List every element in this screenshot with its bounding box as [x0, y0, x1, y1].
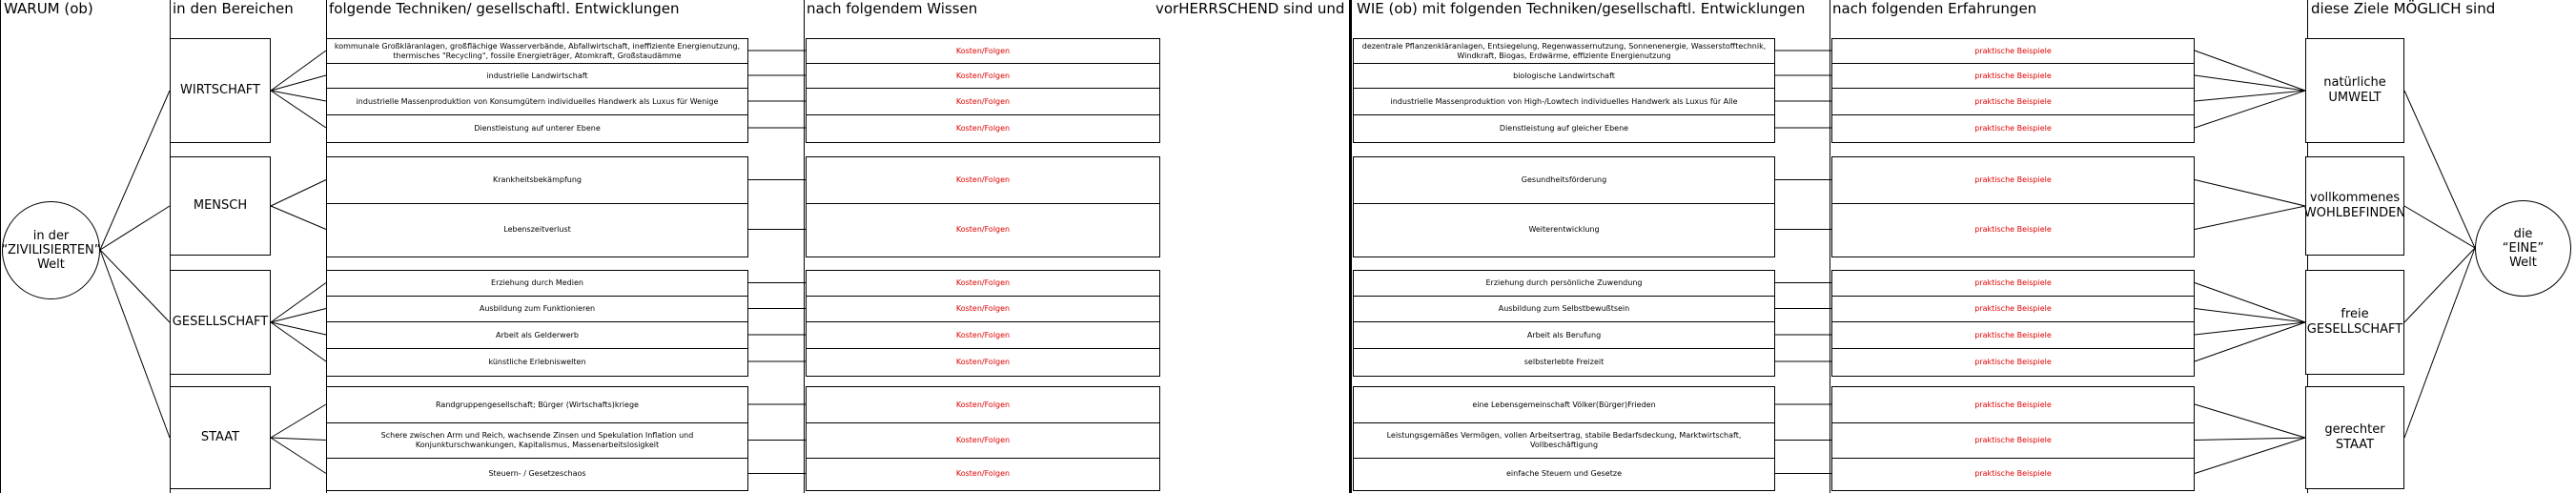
technique-item: Schere zwischen Arm und Reich, wachsende Zinsen und Spekulation Inflation und Konjunkturschwankungen, Kapitalismus, Massenarbeitslosigkeit — [326, 422, 748, 460]
header-wissen: nach folgendem Wissen — [807, 0, 978, 17]
origin-connector — [100, 250, 170, 322]
category-connector — [271, 51, 326, 91]
category-connector — [271, 438, 326, 474]
category-connector — [271, 309, 326, 323]
technique-item: Arbeit als Gelderwerb — [326, 321, 748, 350]
goal-connector — [2195, 309, 2305, 323]
knowledge-item: Kosten/Folgen — [806, 203, 1160, 257]
technique-item: dezentrale Pflanzenkläranlagen, Entsiegelung, Regenwassernutzung, Sonnenenergie, Wasserstofftechnik, Windkraft, Biogas, Erdwärme, effiziente Energienutzung — [1353, 38, 1775, 65]
experience-item: praktische Beispiele — [1831, 156, 2195, 205]
header-erfahrungen: nach folgenden Erfahrungen — [1832, 0, 2037, 17]
origin-line-2: “ZIVILISIERTEN” — [1, 243, 101, 257]
goal-connector — [2195, 180, 2305, 207]
experience-item: praktische Beispiele — [1831, 422, 2195, 460]
technique-item: einfache Steuern und Gesetze — [1353, 458, 1775, 491]
goal-connector — [2195, 283, 2305, 323]
target-line-1: die — [2513, 227, 2533, 241]
technique-item: kommunale Großkläranlagen, großflächige Wasserverbände, Abfallwirtschaft, ineffiziente Energienutzung, thermisches "Recycling", fossile Energieträger, Atomkraft, Großstaudämme — [326, 38, 748, 65]
goal-line-1: vollkommenes — [2309, 191, 2401, 205]
target-connector — [2404, 206, 2475, 248]
header-warum: WARUM (ob) — [4, 0, 93, 17]
technique-item: eine Lebensgemeinschaft Völker(Bürger)Frieden — [1353, 386, 1775, 424]
target-connector — [2404, 91, 2475, 248]
category-connector — [271, 206, 326, 230]
category-connector — [271, 283, 326, 323]
origin-connector — [100, 91, 170, 250]
knowledge-item: Kosten/Folgen — [806, 458, 1160, 491]
goal-wohlbefinden — [2305, 156, 2404, 256]
technique-item: Erziehung durch persönliche Zuwendung — [1353, 270, 1775, 298]
target-line-2: “EINE” — [2502, 241, 2545, 256]
technique-item: Weiterentwicklung — [1353, 203, 1775, 257]
knowledge-item: Kosten/Folgen — [806, 63, 1160, 90]
category-wirtschaft: WIRTSCHAFT — [170, 38, 271, 143]
target-line-3: Welt — [2509, 256, 2537, 270]
header-techniken-left: folgende Techniken/ gesellschaftl. Entwicklungen — [329, 0, 680, 17]
technique-item: Dienstleistung auf unterer Ebene — [326, 114, 748, 143]
knowledge-item: Kosten/Folgen — [806, 321, 1160, 350]
category-connector — [271, 75, 326, 91]
technique-item: biologische Landwirtschaft — [1353, 63, 1775, 90]
knowledge-item: Kosten/Folgen — [806, 156, 1160, 205]
technique-item: Krankheitsbekämpfung — [326, 156, 748, 205]
technique-item: selbsterlebte Freizeit — [1353, 348, 1775, 377]
goal-line-1: freie — [2341, 307, 2369, 321]
experience-item: praktische Beispiele — [1831, 321, 2195, 350]
technique-item: Lebenszeitverlust — [326, 203, 748, 257]
target-circle — [2475, 200, 2571, 297]
technique-item: industrielle Landwirtschaft — [326, 63, 748, 90]
header-wie: WIE (ob) mit folgenden Techniken/gesellschaftl. Entwicklungen — [1357, 0, 1806, 17]
header-bereiche: in den Bereichen — [173, 0, 294, 17]
experience-item: praktische Beispiele — [1831, 203, 2195, 257]
header-vorherrschend: vorHERRSCHEND sind und — [1155, 0, 1345, 17]
experience-item: praktische Beispiele — [1831, 270, 2195, 298]
goal-umwelt — [2305, 38, 2404, 143]
category-staat: STAAT — [170, 386, 271, 489]
knowledge-item: Kosten/Folgen — [806, 348, 1160, 377]
goal-connector — [2195, 51, 2305, 91]
header-ziele: diese Ziele MÖGLICH sind — [2311, 0, 2496, 17]
center-divider — [1349, 0, 1352, 493]
experience-item: praktische Beispiele — [1831, 88, 2195, 116]
goal-line-2: GESELLSCHAFT — [2306, 322, 2403, 337]
experience-item: praktische Beispiele — [1831, 63, 2195, 90]
column-divider — [804, 0, 805, 493]
experience-item: praktische Beispiele — [1831, 386, 2195, 424]
technique-item: Ausbildung zum Funktionieren — [326, 296, 748, 323]
goal-connector — [2195, 206, 2305, 230]
knowledge-item: Kosten/Folgen — [806, 270, 1160, 298]
technique-item: Leistungsgemäßes Vermögen, vollen Arbeitsertrag, stabile Bedarfsdeckung, Marktwirtschaft, Vollbeschäftigung — [1353, 422, 1775, 460]
goal-connector — [2195, 438, 2305, 474]
goal-line-2: WOHLBEFINDEN — [2303, 206, 2406, 220]
category-gesellschaft: GESELLSCHAFT — [170, 270, 271, 375]
goal-staat — [2305, 386, 2404, 489]
technique-item: Ausbildung zum Selbstbewußtsein — [1353, 296, 1775, 323]
goal-line-1: gerechter — [2324, 422, 2385, 437]
origin-line-3: Welt — [37, 257, 65, 272]
technique-item: Randgruppengesellschaft; Bürger (Wirtschafts)kriege — [326, 386, 748, 424]
goal-line-1: natürliche — [2323, 75, 2386, 90]
goal-connector — [2195, 404, 2305, 438]
target-connector — [2404, 248, 2475, 322]
goal-connector — [2195, 75, 2305, 91]
technique-item: Arbeit als Berufung — [1353, 321, 1775, 350]
knowledge-item: Kosten/Folgen — [806, 296, 1160, 323]
technique-item: industrielle Massenproduktion von High-/Lowtech individuelles Handwerk als Luxus für Alle — [1353, 88, 1775, 116]
goal-gesellschaft — [2305, 270, 2404, 375]
target-connector — [2404, 248, 2475, 438]
knowledge-item: Kosten/Folgen — [806, 386, 1160, 424]
experience-item: praktische Beispiele — [1831, 38, 2195, 65]
goal-line-2: UMWELT — [2328, 91, 2382, 105]
category-connector — [271, 180, 326, 207]
technique-item: Erziehung durch Medien — [326, 270, 748, 298]
technique-item: Steuern- / Gesetzeschaos — [326, 458, 748, 491]
knowledge-item: Kosten/Folgen — [806, 114, 1160, 143]
technique-item: industrielle Massenproduktion von Konsumgütern individuelles Handwerk als Luxus für Wenige — [326, 88, 748, 116]
origin-circle — [2, 201, 100, 299]
origin-connector — [100, 206, 170, 250]
category-connector — [271, 438, 326, 441]
experience-item: praktische Beispiele — [1831, 458, 2195, 491]
technique-item: künstliche Erlebniswelten — [326, 348, 748, 377]
category-mensch: MENSCH — [170, 156, 271, 256]
category-connector — [271, 404, 326, 438]
experience-item: praktische Beispiele — [1831, 348, 2195, 377]
goal-connector — [2195, 438, 2305, 441]
experience-item: praktische Beispiele — [1831, 296, 2195, 323]
knowledge-item: Kosten/Folgen — [806, 38, 1160, 65]
knowledge-item: Kosten/Folgen — [806, 88, 1160, 116]
technique-item: Dienstleistung auf gleicher Ebene — [1353, 114, 1775, 143]
origin-connector — [100, 250, 170, 438]
knowledge-item: Kosten/Folgen — [806, 422, 1160, 460]
technique-item: Gesundheitsförderung — [1353, 156, 1775, 205]
experience-item: praktische Beispiele — [1831, 114, 2195, 143]
origin-line-1: in der — [32, 229, 70, 243]
goal-line-2: STAAT — [2335, 438, 2375, 452]
